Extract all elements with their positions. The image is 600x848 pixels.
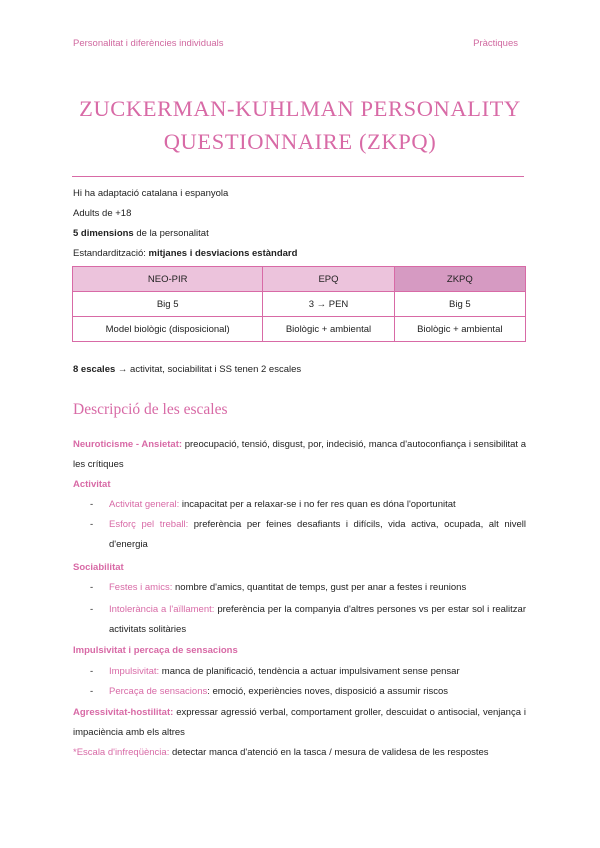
- work-effort-item: [109, 515, 526, 555]
- comparison-table: [72, 266, 526, 342]
- intro-standardization: [73, 248, 297, 259]
- impulsivity-item: [109, 662, 526, 682]
- impulsivity-text: manca de planificació, tendència a actuar impulsivament sense pensar: [159, 666, 460, 677]
- activity-general-label: Activitat general:: [109, 499, 180, 510]
- infrequency-paragraph: [73, 743, 526, 763]
- activity-general-text: incapacitat per a relaxar-se i no fer res quan es dóna l'oportunitat: [179, 499, 456, 510]
- neuroticism-label: Neuroticisme - Ansietat:: [73, 439, 183, 450]
- isolation-intolerance-label: Intolerància a l'aïllament:: [109, 604, 215, 615]
- sensation-seeking-label: Percaça de sensacions: [109, 686, 208, 697]
- title-divider: [72, 176, 524, 177]
- sensation-seeking-item: [109, 682, 526, 702]
- table-header-row: [73, 267, 526, 292]
- standardization-value: mitjanes i desviacions estàndard: [148, 248, 298, 259]
- impulsivity-heading: Impulsivitat i percaça de sensacions: [73, 645, 238, 656]
- sensation-seeking-text: : emoció, experiències noves, disposició a assumir riscos: [207, 686, 448, 697]
- dimensions-bold: 5 dimensions: [73, 228, 134, 239]
- activity-heading: Activitat: [73, 479, 111, 490]
- section-title: Descripció de les escales: [73, 401, 228, 418]
- intro-dimensions: [73, 228, 209, 239]
- work-effort-text: preferència per feines desafiants i difícils, vida activa, ocupada, alt nivell d'energia: [109, 519, 526, 550]
- table-cell: Biològic + ambiental: [263, 317, 394, 342]
- bullet-dash: -: [90, 519, 94, 530]
- scales-note: [73, 364, 301, 375]
- neuroticism-paragraph: [73, 435, 526, 475]
- table-row: [73, 292, 526, 317]
- dimensions-rest: de la personalitat: [133, 228, 209, 239]
- intro-adaptation: Hi ha adaptació catalana i espanyola: [73, 188, 229, 199]
- table-row: [73, 317, 526, 342]
- intro-age: Adults de +18: [73, 208, 132, 219]
- scales-note-rest: → activitat, sociabilitat i SS tenen 2 escales: [115, 364, 302, 375]
- aggression-text: expressar agressió verbal, comportament groller, descuidat o antisocial, venjança i impaciència amb els altres: [73, 707, 526, 738]
- sociability-heading: Sociabilitat: [73, 562, 124, 573]
- table-header-cell: ZKPQ: [394, 267, 525, 292]
- table-header-cell: EPQ: [263, 267, 394, 292]
- table-header-cell: NEO-PIR: [73, 267, 263, 292]
- isolation-intolerance-text: preferència per la companyia d'altres persones vs per estar sol i realitzar activitats solitàries: [109, 604, 526, 635]
- neuroticism-text: preocupació, tensió, disgust, por, indecisió, manca d'autoconfiança i sensibilitat a les crítiques: [73, 439, 527, 470]
- parties-friends-text: nombre d'amics, quantitat de temps, gust per anar a festes i reunions: [172, 582, 467, 593]
- title-line-2: QUESTIONNAIRE (ZKPQ): [163, 129, 437, 154]
- infrequency-label: *Escala d'infreqüència:: [73, 747, 170, 758]
- aggression-label: Agressivitat-hostilitat:: [73, 707, 174, 718]
- aggression-paragraph: [73, 703, 526, 743]
- table-cell: Big 5: [394, 292, 525, 317]
- table-cell: 3 → PEN: [263, 292, 394, 317]
- infrequency-text: detectar manca d'atenció en la tasca / mesura de validesa de les respostes: [169, 747, 489, 758]
- parties-friends-item: [109, 578, 526, 598]
- bullet-dash: -: [90, 582, 94, 593]
- work-effort-label: Esforç pel treball:: [109, 519, 189, 530]
- table-cell: Biològic + ambiental: [394, 317, 525, 342]
- header-course: Personalitat i diferències individuals: [73, 38, 224, 49]
- isolation-intolerance-item: [109, 600, 526, 640]
- title-line-1: ZUCKERMAN-KUHLMAN PERSONALITY: [79, 96, 521, 121]
- bullet-dash: -: [90, 666, 94, 677]
- header-section: Pràctiques: [473, 38, 518, 49]
- scales-note-bold: 8 escales: [73, 364, 116, 375]
- table-cell: Model biològic (disposicional): [73, 317, 263, 342]
- page-title: [60, 92, 540, 158]
- bullet-dash: -: [90, 604, 94, 615]
- activity-general-item: [109, 495, 526, 515]
- standardization-label: Estandardització:: [73, 248, 149, 259]
- parties-friends-label: Festes i amics:: [109, 582, 173, 593]
- table-cell: Big 5: [73, 292, 263, 317]
- bullet-dash: -: [90, 499, 94, 510]
- impulsivity-label: Impulsivitat:: [109, 666, 160, 677]
- bullet-dash: -: [90, 686, 94, 697]
